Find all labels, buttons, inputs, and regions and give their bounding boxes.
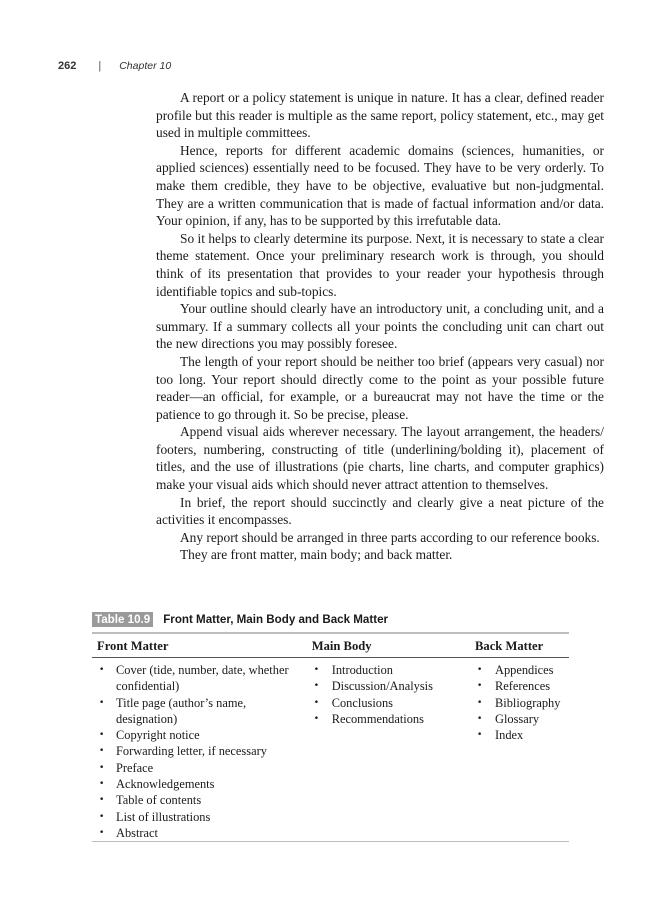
- chapter-label: Chapter 10: [119, 60, 172, 72]
- table-title: Front Matter, Main Body and Back Matter: [163, 613, 389, 626]
- paragraph: The length of your report should be neither too brief (appears very casual) nor too long. Your report should directly come to the point as your possible future reader—an official, for example, or a bureaucrat may not have the time or the patience to go through it. So be precise, please.: [156, 353, 604, 422]
- table-number-tag: Table 10.9: [92, 612, 153, 627]
- list-item: • Discussion/Analysis: [312, 678, 470, 694]
- back-matter-list: [475, 662, 569, 743]
- paragraph: Your outline should clearly have an introductory unit, a concluding unit, and a summary. If a summary collects all your points the concluding unit can chart out the new directions you may possibly foresee.: [156, 301, 604, 352]
- list-item: • Table of contents: [97, 792, 310, 808]
- column-header-front-matter: Front Matter: [97, 639, 169, 653]
- back-matter-column: [470, 662, 569, 841]
- list-item: • Preface: [97, 760, 310, 776]
- list-item: • Appendices: [475, 662, 569, 678]
- header-separator: |: [98, 60, 102, 72]
- front-matter-list: [97, 662, 310, 841]
- list-item: • Title page (author’s name, designation): [97, 695, 310, 728]
- column-header-back-matter: Back Matter: [475, 639, 544, 653]
- list-item: • Cover (tide, number, date, whether confidential): [97, 662, 310, 695]
- table-body: [92, 658, 569, 841]
- list-item: • List of illustrations: [97, 809, 310, 825]
- list-item: • Bibliography: [475, 695, 569, 711]
- list-item: • Introduction: [312, 662, 470, 678]
- main-body-column: [310, 662, 470, 841]
- list-item: • Conclusions: [312, 695, 470, 711]
- paragraph: In brief, the report should succinctly and clearly give a neat picture of the activities it encompasses.: [156, 494, 604, 528]
- paragraph: They are front matter, main body; and back matter.: [180, 547, 453, 563]
- page-number: 262: [58, 60, 77, 72]
- paragraph: A report or a policy statement is unique in nature. It has a clear, defined reader profile but this reader is multiple as the same report, policy statement, etc., may get used in multiple committees.: [156, 90, 604, 141]
- report-parts-table: [92, 632, 569, 842]
- list-item: • Recommendations: [312, 711, 470, 727]
- body-text: [156, 89, 604, 564]
- list-item: • Copyright notice: [97, 727, 310, 743]
- main-body-list: [312, 662, 470, 727]
- table-header-row: [92, 634, 569, 658]
- list-item: • References: [475, 678, 569, 694]
- list-item: • Index: [475, 727, 569, 743]
- list-item: • Glossary: [475, 711, 569, 727]
- list-item: • Abstract: [97, 825, 310, 841]
- table-caption: [92, 612, 388, 627]
- paragraph: Any report should be arranged in three parts according to our reference books.: [180, 529, 600, 545]
- paragraph: Append visual aids wherever necessary. The layout arrangement, the headers/ footers, numbering, constructing of title (underlining/bolding it), placement of titles, and the use of illustrations (pie charts, line charts, and computer graphics) make your visual aids which should never attract attention to themselves.: [156, 424, 604, 493]
- paragraph: Hence, reports for different academic domains (sciences, humanities, or applied sciences) essentially need to be focused. They have to be very orderly. To make them credible, they have to be objective, evaluative but non-judgmental. They are a written communication that is made of factual information and/or data. Your opinion, if any, has to be supported by this irrefutable data.: [156, 142, 604, 229]
- column-header-main-body: Main Body: [311, 639, 372, 653]
- front-matter-column: [92, 662, 310, 841]
- paragraph: So it helps to clearly determine its purpose. Next, it is necessary to state a clear theme statement. Once your preliminary research work is through, you should think of its presentation that provides to your reader your hypothesis through identifiable topics and sub-topics.: [156, 230, 604, 299]
- list-item: • Forwarding letter, if necessary: [97, 743, 310, 759]
- list-item: • Acknowledgements: [97, 776, 310, 792]
- running-header: [58, 60, 171, 72]
